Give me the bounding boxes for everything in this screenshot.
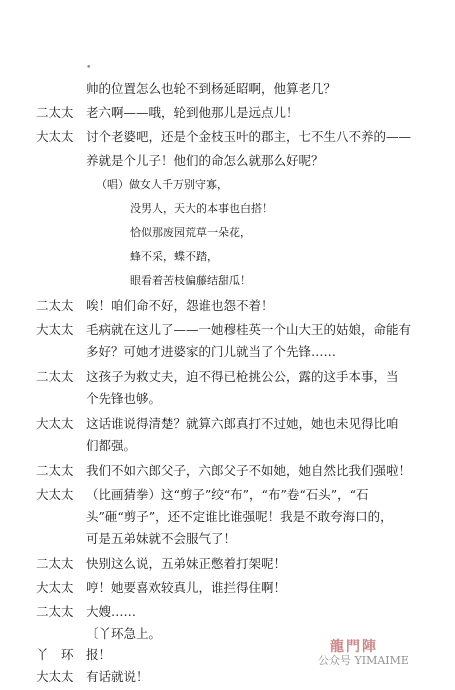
watermark-wechat: 公众号 YIMAIME	[318, 654, 409, 667]
dialogue-text: 多好？可她才进婆家的门儿就当了个先锋……	[86, 344, 337, 359]
dialogue-text: 快别这么说，五弟妹正憋着打架呢！	[86, 556, 287, 571]
speaker-label: 丫 环	[36, 647, 74, 662]
dialogue-text: 这孩子为救丈夫，迫不得已枪挑公公，露的这手本事，当	[86, 369, 399, 384]
dialogue-text: 这话谁说得清楚？就算六郎真打不过她，她也未见得比咱	[86, 416, 399, 431]
speaker-label: 大太太	[36, 322, 74, 337]
watermark-logo: 龍門陣	[330, 639, 378, 655]
speaker-label: 二太太	[36, 556, 74, 571]
dialogue-text: 唉！咱们命不好，怨谁也怨不着！	[86, 298, 274, 313]
dialogue-text: 帅的位置怎么也轮不到杨延昭啊，他算老几？	[86, 81, 337, 96]
song-line: 恰似那废园荒草一朵花，	[130, 226, 251, 239]
dialogue-text: 我们不如六郎父子，六郎父子不如她，她自然比我们强啦！	[86, 463, 412, 478]
speaker-label: 二太太	[36, 463, 74, 478]
dialogue-text: 毛病就在这儿了——一她穆桂英一个山大王的姑娘，命能有	[86, 322, 412, 337]
dialogue-text: 报！	[86, 647, 112, 662]
song-line: 蜂不采，蝶不踏，	[130, 250, 218, 263]
dialogue-text: 们都强。	[86, 438, 137, 453]
dialogue-text: 养就是个儿子！他们的命怎么就那么好呢？	[86, 153, 324, 168]
speaker-label: 二太太	[36, 604, 74, 619]
speaker-label: 大太太	[36, 669, 74, 684]
dialogue-text: 讨个老婆吧，还是个金枝玉叶的郡主，七不生八不养的——	[86, 129, 412, 144]
dialogue-text: 有话就说！	[86, 669, 149, 684]
speaker-label: 二太太	[36, 369, 74, 384]
dialogue-text: （比画猜拳）这“剪子”绞“布”，“布”卷“石头”，“石	[86, 487, 369, 502]
speaker-label: 大太太	[36, 487, 74, 502]
dialogue-text: 大嫂……	[86, 604, 137, 619]
dialogue-text: 头”砸“剪子”，还不定谁比谁强呢！我是不敢夸海口的，	[86, 509, 393, 524]
dialogue-text: 老六啊——哦，轮到他那儿是远点儿！	[86, 105, 299, 120]
speaker-label: 大太太	[36, 129, 74, 144]
speaker-label: 二太太	[36, 298, 74, 313]
song-line: 眼看着苦枝偏藤结甜瓜！	[130, 274, 251, 287]
dialogue-text: 可是五弟妹就不会服气了！	[86, 531, 237, 546]
stage-direction: 〔丫环急上。	[86, 626, 162, 641]
song-line: （唱）做女人千万别守寡，	[96, 178, 228, 191]
dialogue-text: 哼！她要喜欢较真儿，谁拦得住啊！	[86, 580, 287, 595]
song-line: 没男人，天大的本事也白搭！	[130, 202, 273, 215]
page-mark: •	[86, 63, 92, 73]
dialogue-text: 个先锋也够。	[86, 391, 162, 406]
speaker-label: 二太太	[36, 105, 74, 120]
speaker-label: 大太太	[36, 416, 74, 431]
speaker-label: 大太太	[36, 580, 74, 595]
